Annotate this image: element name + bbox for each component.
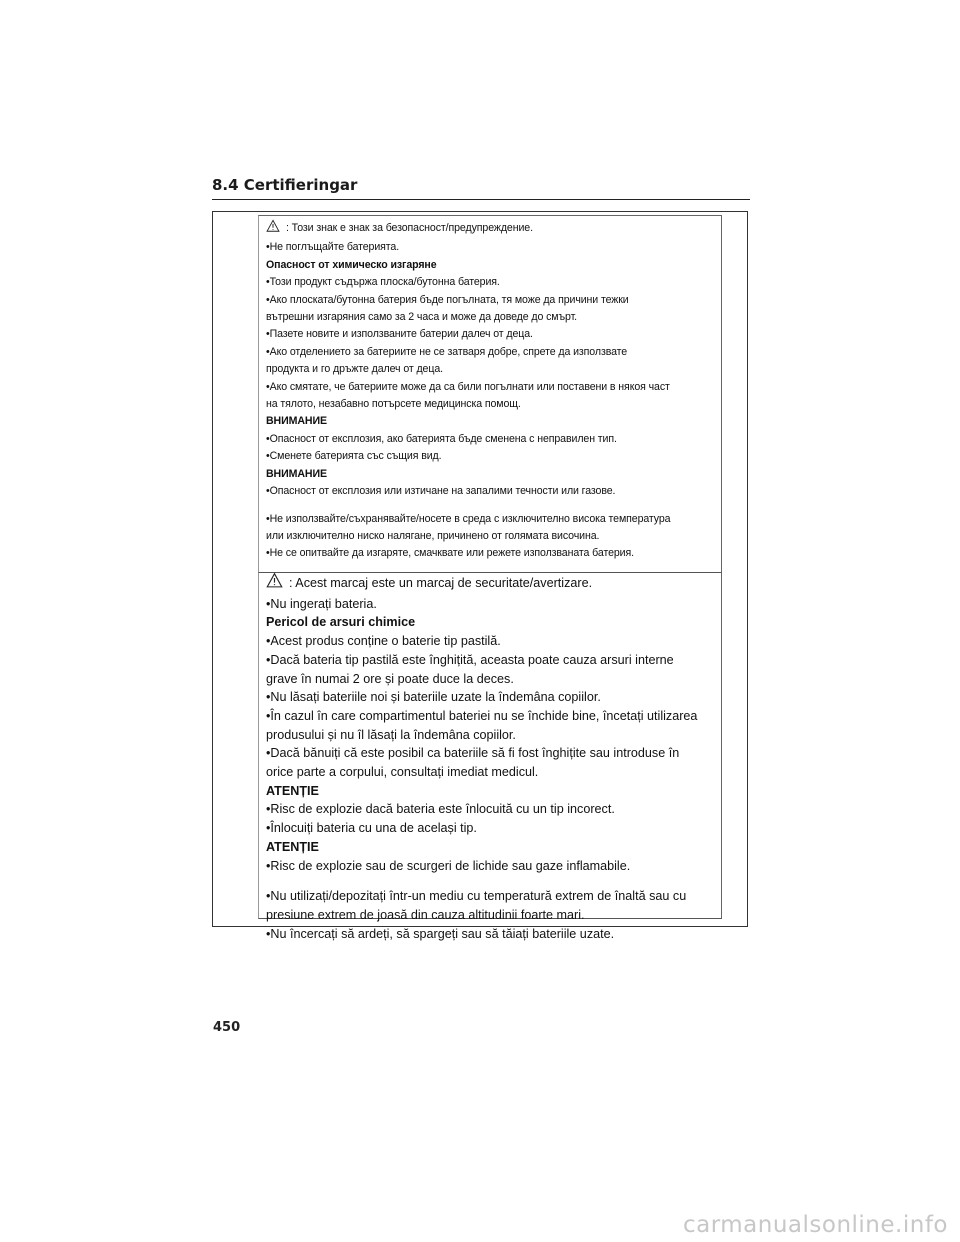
- warning-line: [266, 800, 716, 819]
- line-text: •Risc de explozie sau de scurgeri de lichide sau gaze inflamabile.: [266, 858, 631, 873]
- warning-line: [266, 219, 716, 239]
- section-title: 8.4 Certifieringar: [212, 176, 358, 194]
- line-text: •Не използвайте/съхранявайте/носете в среда с изключително висока температура: [266, 512, 671, 525]
- line-text: •Nu ingerați bateria.: [266, 596, 377, 611]
- line-text: продукта и го дръжте далеч от деца.: [266, 363, 443, 376]
- warning-line: [266, 344, 716, 361]
- title-divider: [212, 199, 750, 200]
- warning-line: [266, 396, 716, 413]
- warning-line: [266, 688, 716, 707]
- warning-line: [266, 595, 716, 614]
- line-text: •Dacă bateria tip pastilă este înghițită, aceasta poate cauza arsuri interne: [266, 652, 674, 667]
- warning-line: [266, 483, 716, 500]
- warning-triangle-icon: [266, 572, 283, 595]
- line-text: ВНИМАНИЕ: [266, 467, 327, 480]
- line-text: : Този знак е знак за безопасност/предупреждение.: [286, 222, 533, 234]
- warning-line: [266, 572, 716, 595]
- line-text: produsului și nu îl lăsați la îndemâna copiilor.: [266, 727, 516, 742]
- line-text: •Ако плоската/бутонна батерия бъде погълната, тя може да причини тежки: [266, 293, 629, 306]
- warning-line: [266, 906, 716, 925]
- warning-triangle-icon: [266, 219, 280, 239]
- line-text: •Nu încercați să ardeți, să spargeți sau să tăiați bateriile uzate.: [266, 926, 615, 941]
- warning-heading: [266, 413, 716, 430]
- line-text: •Risc de explozie dacă bateria este înlocuită cu un tip incorect.: [266, 802, 615, 817]
- line-text: •Nu utilizați/depozitați într-un mediu cu temperatură extrem de înaltă sau cu: [266, 889, 687, 904]
- line-text: Опасност от химическо изгаряне: [266, 258, 437, 271]
- warning-line: [266, 707, 716, 726]
- warning-line: [266, 239, 716, 256]
- line-text: •Този продукт съдържа плоска/бутонна батерия.: [266, 276, 500, 289]
- warning-line: [266, 744, 716, 763]
- line-text: : Acest marcaj este un marcaj de securitate/avertizare.: [289, 576, 593, 590]
- warning-line: [266, 292, 716, 309]
- warning-line: [266, 274, 716, 291]
- warning-line: [266, 528, 716, 545]
- line-text: на тялото, незабавно потърсете медицинска помощ.: [266, 398, 521, 411]
- warning-line: [266, 309, 716, 326]
- warning-heading: [266, 466, 716, 483]
- warning-line: [266, 670, 716, 689]
- line-text: presiune extrem de joasă din cauza altitudinii foarte mari.: [266, 907, 585, 922]
- line-text: •Не поглъщайте батерията.: [266, 241, 400, 254]
- warning-line: [266, 448, 716, 465]
- line-text: Pericol de arsuri chimice: [266, 615, 416, 630]
- line-text: •Опасност от експлозия, ако батерията бъде сменена с неправилен тип.: [266, 432, 617, 445]
- paragraph-gap: [266, 501, 716, 511]
- line-text: orice parte a corpului, consultați imediat medicul.: [266, 765, 539, 780]
- line-text: •Acest produs conține o baterie tip pastilă.: [266, 634, 501, 649]
- line-text: вътрешни изгаряния само за 2 часа и може да доведе до смърт.: [266, 311, 577, 324]
- warning-line: [266, 632, 716, 651]
- line-text: •Nu lăsați bateriile noi și bateriile uzate la îndemâna copiilor.: [266, 690, 601, 705]
- warning-line: [266, 379, 716, 396]
- bulgarian-warning-text: [266, 219, 716, 563]
- line-text: •Ако отделението за батериите не се затваря добре, спрете да използвате: [266, 345, 628, 358]
- line-text: ATENȚIE: [266, 839, 319, 854]
- line-text: •Сменете батерията със същия вид.: [266, 450, 442, 463]
- warning-line: [266, 651, 716, 670]
- romanian-warning-text: [266, 572, 716, 943]
- line-text: ВНИМАНИЕ: [266, 415, 327, 428]
- warning-heading: [266, 613, 716, 632]
- warning-line: [266, 925, 716, 944]
- warning-line: [266, 431, 716, 448]
- line-text: ATENȚIE: [266, 783, 319, 798]
- warning-line: [266, 511, 716, 528]
- warning-line: [266, 763, 716, 782]
- warning-line: [266, 326, 716, 343]
- warning-line: [266, 726, 716, 745]
- watermark: carmanualsonline.info: [682, 1212, 948, 1238]
- warning-line: [266, 857, 716, 876]
- line-text: •Опасност от експлозия или изтичане на запалими течности или газове.: [266, 485, 616, 498]
- line-text: •Înlocuiți bateria cu una de același tip.: [266, 821, 477, 836]
- warning-line: [266, 545, 716, 562]
- warning-line: [266, 887, 716, 906]
- line-text: •În cazul în care compartimentul bateriei nu se închide bine, încetați utilizarea: [266, 708, 698, 723]
- line-text: grave în numai 2 ore și poate duce la deces.: [266, 671, 514, 686]
- line-text: •Не се опитвайте да изгаряте, смачквате или режете използваната батерия.: [266, 547, 634, 560]
- line-text: •Пазете новите и използваните батерии далеч от деца.: [266, 328, 533, 341]
- line-text: •Ако смятате, че батериите може да са били погълнати или поставени в някоя част: [266, 380, 670, 393]
- warning-line: [266, 361, 716, 378]
- line-text: •Dacă bănuiți că este posibil ca bateriile să fi fost înghițite sau introduse în: [266, 746, 680, 761]
- page-number: 450: [213, 1020, 241, 1035]
- warning-heading: [266, 782, 716, 801]
- warning-heading: [266, 838, 716, 857]
- line-text: или изключително ниско налягане, причинено от голямата височина.: [266, 529, 600, 542]
- warning-line: [266, 819, 716, 838]
- warning-heading: [266, 257, 716, 274]
- paragraph-gap: [266, 875, 716, 887]
